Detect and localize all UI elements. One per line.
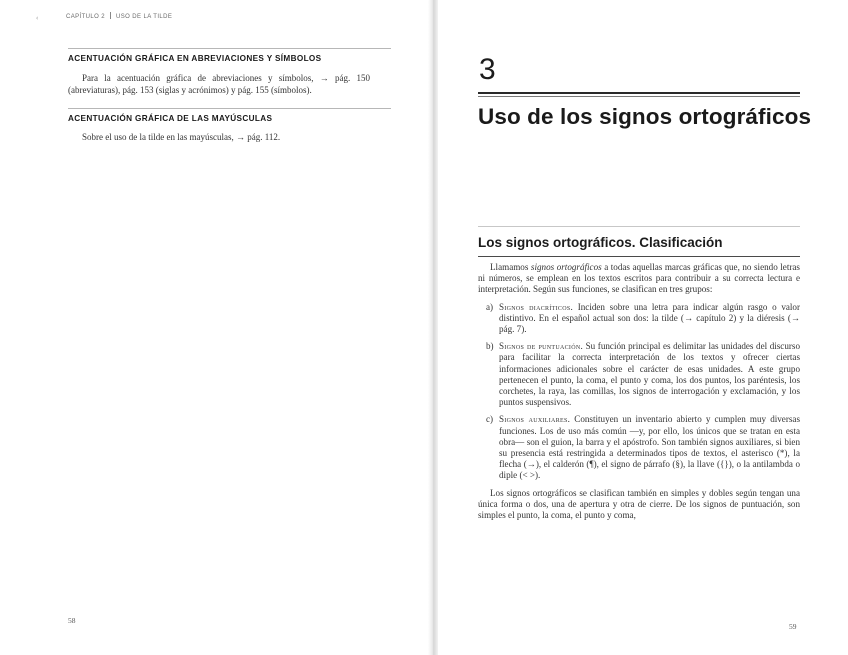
running-head-title: USO DE LA TILDE [116, 14, 173, 20]
section-heading-capitals: ACENTUACIÓN GRÁFICA DE LAS MAYÚSCULAS [68, 114, 273, 123]
list-item: b) Signos de puntuación. Su función principal es delimitar las unidades del discurso para facilitar la correcta interpretación de los textos y ofrecer ciertas informaciones adicionales sobre el carácter de esas unidades. A este grupo pertenecen el punto, la coma, el punto y coma, los dos puntos, los paréntesis, los corchetes, la raya, las comillas, los signos de interrogación y exclamación, y los puntos suspensivos. [486, 341, 800, 408]
list-item-label: Signos de puntuación. [499, 341, 584, 352]
section-body-abbreviations: Para la acentuación gráfica de abreviaciones y símbolos, → pág. 150 (abreviaturas), pág. 153 (siglas y acrónimos) y pág. 155 (símbolos). [68, 73, 370, 95]
book-gutter [428, 0, 438, 655]
section-rule [68, 48, 391, 49]
intro-paragraph: Llamamos signos ortográficos a todas aquellas marcas gráficas que, no siendo letras ni números, se emplean en los textos escritos para contribuir a su correcta lectura e interpretación. Según sus funciones, se clasifican en tres grupos: [478, 262, 800, 295]
section-body-capitals: Sobre el uso de la tilde en las mayúsculas, → pág. 112. [82, 132, 281, 142]
section-title: Los signos ortográficos. Clasificación [478, 235, 723, 250]
classification-list [478, 302, 800, 482]
list-item: a) Signos diacríticos. Inciden sobre una letra para indicar algún rasgo o valor distintivo. En el español actual son dos: la tilde (→ capítulo 2) y la diéresis (→ pág. 7). [486, 301, 801, 335]
chapter-rule-thin [478, 96, 800, 97]
body-text [478, 262, 800, 521]
section-heading-abbreviations: ACENTUACIÓN GRÁFICA EN ABREVIACIONES Y SÍMBOLOS [68, 54, 322, 63]
list-marker: c) [486, 414, 494, 425]
chapter-title: Uso de los signos ortográficos [478, 104, 812, 129]
chapter-number: 3 [479, 53, 496, 86]
running-head-chapter: CAPÍTULO 2 [66, 14, 106, 20]
closing-paragraph: Los signos ortográficos se clasifican también en simples y dobles según tengan una única forma o dos, una de apertura y otra de cierre. De los signos de puntuación, son simples el punto, la coma, el punto y coma, [478, 487, 800, 521]
page-number-left: 58 [68, 616, 76, 625]
running-head-separator [110, 12, 111, 19]
running-head [66, 12, 172, 20]
list-marker: b) [486, 341, 494, 352]
defined-term: signos ortográficos [530, 262, 602, 272]
list-item-label: Signos diacríticos. [499, 301, 574, 312]
section-rule-top [478, 226, 800, 227]
page-number-right: 59 [789, 622, 797, 631]
page-corner-mark: ‹ [36, 14, 39, 22]
section-rule-bottom [478, 256, 800, 257]
list-item-label: Signos auxiliares. [499, 414, 571, 425]
list-marker: a) [486, 301, 494, 312]
list-item: c) Signos auxiliares. Constituyen un inventario abierto y cumplen muy diversas funciones. Los de uso más común —y, por ello, los únicos que se tratan en esta obra— son el guion, la barra y el apóstrofo. Son también signos auxiliares, si bien su presencia está restringida a determinados tipos de textos, el asterisco (*), la flecha (→), el calderón (¶), el signo de párrafo (§), la llave ({}), o la antilambda o diple (< >). [486, 414, 800, 481]
section-rule [68, 108, 391, 109]
chapter-rule-thick [478, 92, 800, 94]
